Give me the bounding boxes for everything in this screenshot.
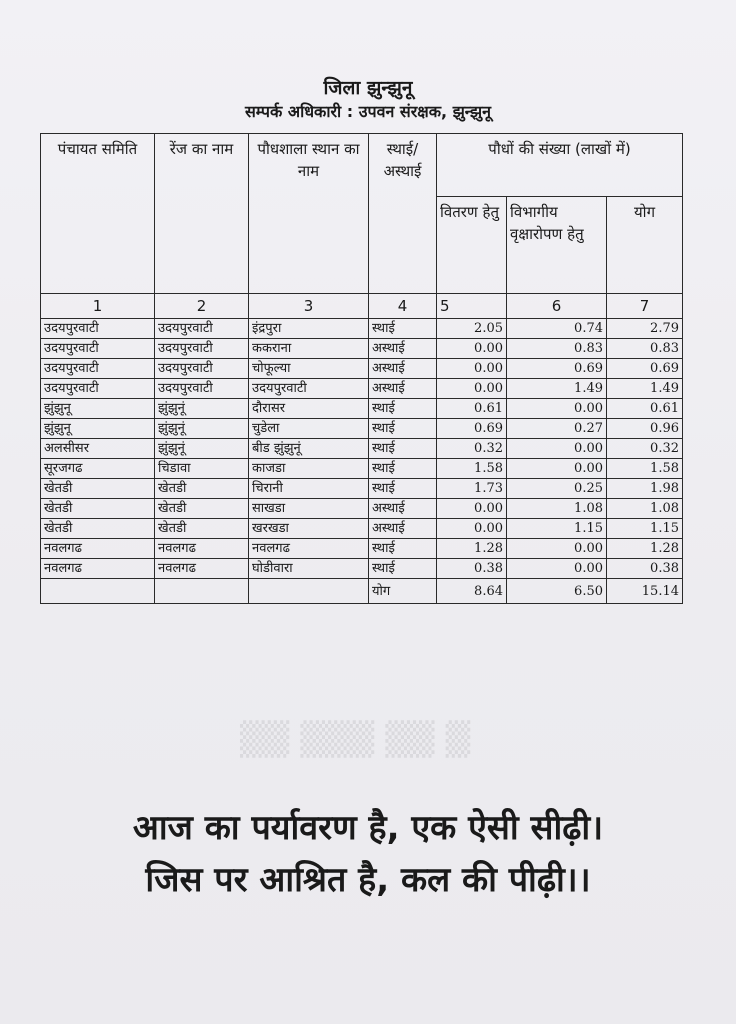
total-label: योग xyxy=(369,579,437,604)
column-number: 7 xyxy=(607,294,683,319)
cell-plantation: 1.08 xyxy=(507,499,607,519)
cell-plantation: 0.25 xyxy=(507,479,607,499)
cell-plantation: 0.74 xyxy=(507,319,607,339)
cell-range: उदयपुरवाटी xyxy=(155,359,249,379)
cell-type: अस्थाई xyxy=(369,499,437,519)
cell-range: चिडावा xyxy=(155,459,249,479)
header-panchayat: पंचायत समिति xyxy=(41,134,155,294)
cell-plantation: 0.27 xyxy=(507,419,607,439)
cell-type: अस्थाई xyxy=(369,379,437,399)
table-row xyxy=(41,479,683,499)
header-total: योग xyxy=(607,197,683,294)
cell-total: 0.69 xyxy=(607,359,683,379)
cell-panchayat: खेतडी xyxy=(41,519,155,539)
column-number: 3 xyxy=(249,294,369,319)
cell-nursery: चोफूल्या xyxy=(249,359,369,379)
header-range: रेंज का नाम xyxy=(155,134,249,294)
cell-distribution: 0.69 xyxy=(437,419,507,439)
cell-range: उदयपुरवाटी xyxy=(155,379,249,399)
cell-total: 0.96 xyxy=(607,419,683,439)
table-row xyxy=(41,459,683,479)
cell-panchayat: उदयपुरवाटी xyxy=(41,379,155,399)
cell-distribution: 0.00 xyxy=(437,379,507,399)
cell-range: झुंझुनूं xyxy=(155,419,249,439)
cell-range: खेतडी xyxy=(155,479,249,499)
cell-type: अस्थाई xyxy=(369,519,437,539)
table-row xyxy=(41,539,683,559)
cell-type: अस्थाई xyxy=(369,339,437,359)
cell-type: अस्थाई xyxy=(369,359,437,379)
table-row xyxy=(41,379,683,399)
table-row xyxy=(41,399,683,419)
cell-total: 1.58 xyxy=(607,459,683,479)
cell-range: खेतडी xyxy=(155,519,249,539)
column-number: 5 xyxy=(437,294,507,319)
header-plantation: विभागीय वृक्षारोपण हेतु xyxy=(507,197,607,294)
table-row xyxy=(41,359,683,379)
cell-type: स्थाई xyxy=(369,399,437,419)
cell-plantation: 0.00 xyxy=(507,439,607,459)
header-distribution: वितरण हेतु xyxy=(437,197,507,294)
cell-plantation: 1.49 xyxy=(507,379,607,399)
table-row xyxy=(41,519,683,539)
cell-type: स्थाई xyxy=(369,479,437,499)
table-row xyxy=(41,339,683,359)
cell-total: 2.79 xyxy=(607,319,683,339)
cell-panchayat: उदयपुरवाटी xyxy=(41,319,155,339)
cell-nursery: दौरासर xyxy=(249,399,369,419)
column-number: 4 xyxy=(369,294,437,319)
cell-type: स्थाई xyxy=(369,559,437,579)
cell-empty xyxy=(155,579,249,604)
cell-nursery: उदयपुरवाटी xyxy=(249,379,369,399)
cell-nursery: साखडा xyxy=(249,499,369,519)
table-row xyxy=(41,559,683,579)
cell-distribution: 0.00 xyxy=(437,359,507,379)
cell-nursery: नवलगढ xyxy=(249,539,369,559)
cell-distribution: 1.58 xyxy=(437,459,507,479)
totals-row xyxy=(41,579,683,604)
cell-type: स्थाई xyxy=(369,439,437,459)
cell-plantation: 0.00 xyxy=(507,559,607,579)
cell-panchayat: झुंझुनू xyxy=(41,399,155,419)
cell-nursery: खरखडा xyxy=(249,519,369,539)
table-row xyxy=(41,439,683,459)
cell-range: उदयपुरवाटी xyxy=(155,339,249,359)
cell-panchayat: उदयपुरवाटी xyxy=(41,339,155,359)
cell-nursery: चिरानी xyxy=(249,479,369,499)
cell-plantation: 1.15 xyxy=(507,519,607,539)
column-number: 1 xyxy=(41,294,155,319)
cell-nursery: इंद्रपुरा xyxy=(249,319,369,339)
cell-panchayat: नवलगढ xyxy=(41,559,155,579)
cell-range: झुंझुनूं xyxy=(155,399,249,419)
cell-nursery: काजडा xyxy=(249,459,369,479)
nursery-table xyxy=(40,133,683,604)
cell-type: स्थाई xyxy=(369,419,437,439)
contact-officer: सम्पर्क अधिकारी : उपवन संरक्षक, झुन्झुनू xyxy=(244,102,492,121)
cell-panchayat: उदयपुरवाटी xyxy=(41,359,155,379)
header-nursery: पौधशाला स्थान का नाम xyxy=(249,134,369,294)
cell-plantation: 0.00 xyxy=(507,399,607,419)
table-row xyxy=(41,319,683,339)
cell-panchayat: खेतडी xyxy=(41,479,155,499)
cell-type: स्थाई xyxy=(369,539,437,559)
cell-total: 1.49 xyxy=(607,379,683,399)
slogan-line-2: जिस पर आश्रित है, कल की पीढ़ी।। xyxy=(145,860,591,900)
cell-range: झुंझुनूं xyxy=(155,439,249,459)
cell-plantation: 0.00 xyxy=(507,459,607,479)
cell-distribution: 1.28 xyxy=(437,539,507,559)
cell-plantation: 0.00 xyxy=(507,539,607,559)
cell-total: 0.83 xyxy=(607,339,683,359)
cell-nursery: ककराना xyxy=(249,339,369,359)
column-number: 2 xyxy=(155,294,249,319)
cell-total: 0.38 xyxy=(607,559,683,579)
cell-distribution: 1.73 xyxy=(437,479,507,499)
header-plants: पौधों की संख्या (लाखों में) xyxy=(437,134,683,197)
cell-distribution: 0.61 xyxy=(437,399,507,419)
cell-distribution: 0.32 xyxy=(437,439,507,459)
cell-nursery: घोडीवारा xyxy=(249,559,369,579)
cell-distribution: 0.38 xyxy=(437,559,507,579)
cell-distribution: 2.05 xyxy=(437,319,507,339)
table-row xyxy=(41,499,683,519)
total-plantation: 6.50 xyxy=(507,579,607,604)
cell-distribution: 0.00 xyxy=(437,339,507,359)
cell-panchayat: खेतडी xyxy=(41,499,155,519)
cell-total: 0.32 xyxy=(607,439,683,459)
cell-range: नवलगढ xyxy=(155,559,249,579)
cell-panchayat: सूरजगढ xyxy=(41,459,155,479)
cell-empty xyxy=(249,579,369,604)
cell-panchayat: अलसीसर xyxy=(41,439,155,459)
cell-range: उदयपुरवाटी xyxy=(155,319,249,339)
cell-total: 1.08 xyxy=(607,499,683,519)
cell-plantation: 0.83 xyxy=(507,339,607,359)
cell-total: 1.15 xyxy=(607,519,683,539)
slogan-line-1: आज का पर्यावरण है, एक ऐसी सीढ़ी। xyxy=(132,808,604,848)
cell-total: 0.61 xyxy=(607,399,683,419)
bleed-through-text: ▒ ▒▒ ▒▒▒ ▒▒ xyxy=(240,720,471,758)
table-row xyxy=(41,419,683,439)
district-title: जिला झुन्झुनू xyxy=(323,77,413,99)
cell-range: नवलगढ xyxy=(155,539,249,559)
cell-type: स्थाई xyxy=(369,319,437,339)
cell-type: स्थाई xyxy=(369,459,437,479)
column-number: 6 xyxy=(507,294,607,319)
cell-distribution: 0.00 xyxy=(437,519,507,539)
cell-nursery: चुडेला xyxy=(249,419,369,439)
cell-panchayat: नवलगढ xyxy=(41,539,155,559)
total-distribution: 8.64 xyxy=(437,579,507,604)
cell-nursery: बीड झुंझुनूं xyxy=(249,439,369,459)
cell-total: 1.98 xyxy=(607,479,683,499)
cell-plantation: 0.69 xyxy=(507,359,607,379)
cell-total: 1.28 xyxy=(607,539,683,559)
header-type: स्थाई/ अस्थाई xyxy=(369,134,437,294)
cell-range: खेतडी xyxy=(155,499,249,519)
cell-empty xyxy=(41,579,155,604)
grand-total: 15.14 xyxy=(607,579,683,604)
column-number-row xyxy=(41,294,683,319)
cell-distribution: 0.00 xyxy=(437,499,507,519)
cell-panchayat: झुंझुनू xyxy=(41,419,155,439)
